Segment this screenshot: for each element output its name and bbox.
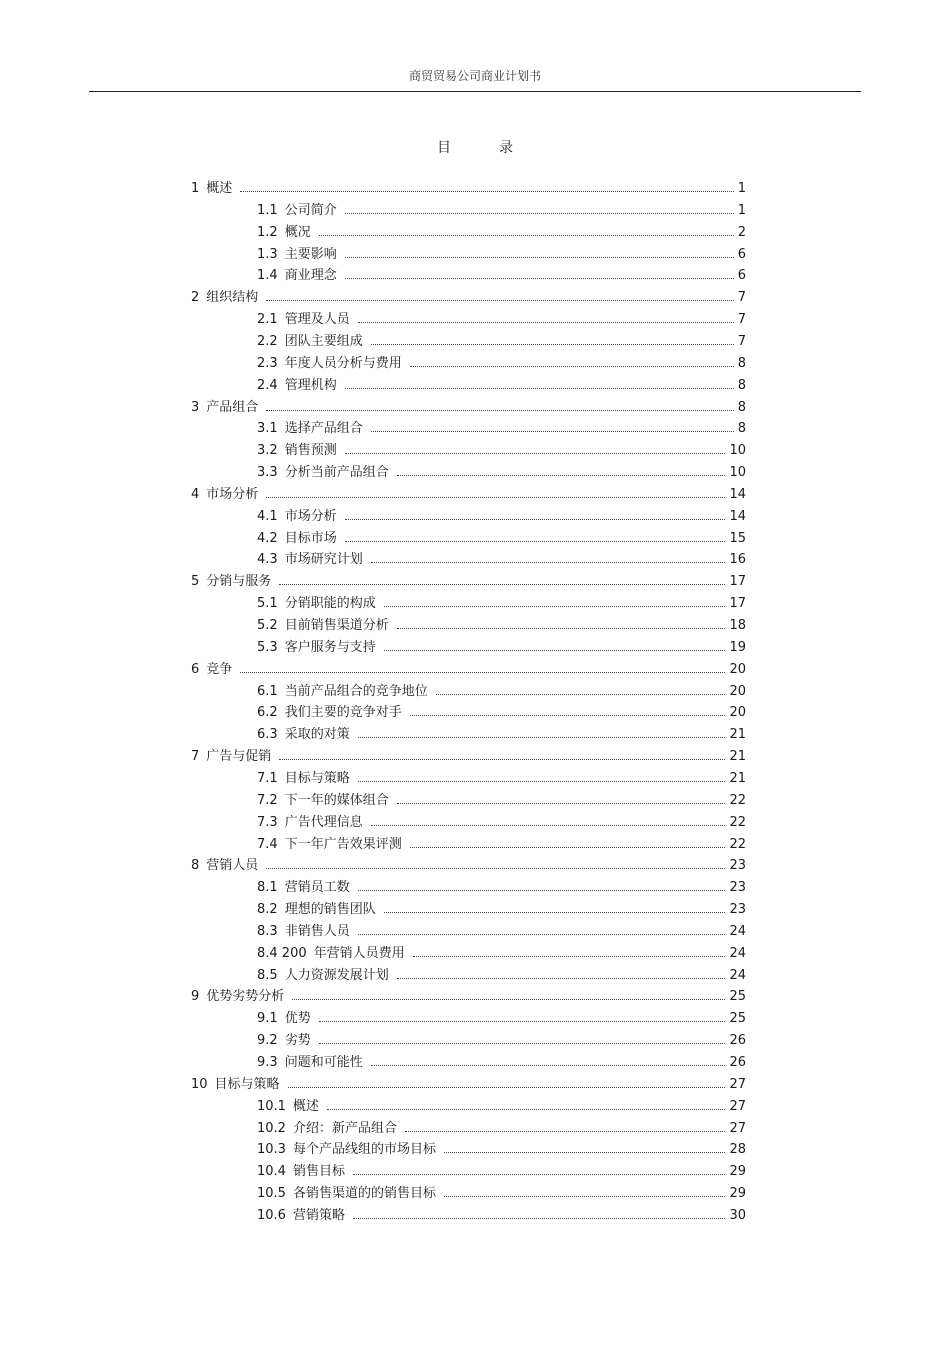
toc-entry-page: 18: [729, 618, 746, 633]
toc-entry-label: 我们主要的竞争对手: [284, 705, 402, 721]
toc-entry-number: 4.3: [257, 552, 278, 568]
toc-dot-leader: [319, 1043, 726, 1044]
toc-entry-number: 7.1: [257, 770, 278, 786]
toc-dot-leader: [345, 541, 726, 542]
toc-dot-leader: [345, 453, 726, 454]
toc-entry-page: 25: [729, 989, 746, 1005]
toc-entry-page: 27: [729, 1076, 746, 1092]
toc-entry-label: 销售目标: [292, 1164, 345, 1180]
toc-dot-leader: [397, 803, 726, 804]
toc-entry-page: 14: [729, 486, 746, 502]
toc-entry-page: 23: [729, 858, 746, 874]
toc-entry-label: 下一年广告效果评测: [284, 836, 402, 852]
toc-entry-page: 6: [737, 246, 746, 262]
toc-entry-label: 市场分析: [206, 486, 259, 502]
toc-section-entry[interactable]: [191, 397, 746, 419]
toc-subsection-entry[interactable]: [257, 943, 746, 965]
toc-dot-leader: [444, 1196, 725, 1197]
toc-entry-page: 8: [737, 421, 746, 437]
toc-dot-leader: [410, 847, 726, 848]
toc-entry-page: 7: [737, 312, 746, 328]
toc-dot-leader: [345, 519, 726, 520]
toc-dot-leader: [358, 781, 726, 782]
toc-entry-page: 20: [729, 661, 746, 677]
toc-entry-label: 优势劣势分析: [206, 989, 285, 1005]
toc-entry-page: 8: [737, 377, 746, 393]
toc-section-entry[interactable]: [191, 1074, 746, 1096]
toc-dot-leader: [266, 868, 725, 869]
toc-subsection-entry[interactable]: [257, 724, 746, 746]
toc-entry-page: 17: [729, 574, 746, 590]
toc-entry-page: 7: [737, 333, 746, 349]
toc-dot-leader: [345, 257, 734, 258]
toc-dot-leader: [292, 999, 725, 1000]
toc-entry-number: 7: [191, 749, 200, 765]
toc-entry-label: 介绍：新产品组合: [292, 1120, 397, 1136]
toc-entry-label: 概述: [206, 181, 233, 196]
toc-entry-label: 目标市场: [284, 530, 337, 546]
toc-entry-label: 目标与策略: [214, 1076, 280, 1092]
toc-section-entry[interactable]: [191, 484, 746, 506]
toc-entry-number: 7.4: [257, 836, 278, 852]
toc-entry-page: 2: [737, 224, 746, 240]
toc-subsection-entry[interactable]: [257, 244, 746, 266]
toc-subsection-entry[interactable]: [257, 440, 746, 462]
toc-entry-label: 营销策略: [292, 1207, 345, 1223]
toc-entry-label: 问题和可能性: [284, 1055, 363, 1070]
toc-dot-leader: [345, 278, 734, 279]
toc-subsection-entry[interactable]: [257, 1139, 746, 1161]
toc-entry-page: 30: [729, 1207, 746, 1223]
toc-dot-leader: [358, 737, 726, 738]
toc-entry-number: 9.2: [257, 1033, 278, 1049]
toc-entry-page: 23: [729, 880, 746, 896]
toc-dot-leader: [410, 366, 734, 367]
toc-entry-label: 理想的销售团队: [284, 902, 376, 918]
toc-entry-page: 23: [729, 902, 746, 918]
toc-subsection-entry[interactable]: [257, 790, 746, 812]
toc-entry-label: 概况: [284, 224, 311, 240]
toc-entry-number: 10.3: [257, 1142, 286, 1158]
toc-entry-label: 采取的对策: [284, 727, 350, 743]
toc-entry-number: 2.4: [257, 377, 278, 393]
toc-entry-label: 公司简介: [284, 202, 337, 218]
toc-entry-number: 1.4: [257, 268, 278, 284]
toc-entry-page: 24: [729, 945, 746, 961]
toc-entry-label: 管理机构: [284, 377, 337, 393]
toc-subsection-entry[interactable]: [257, 222, 746, 244]
toc-dot-leader: [345, 388, 734, 389]
toc-entry-number: 1: [191, 181, 200, 196]
toc-subsection-entry[interactable]: [257, 812, 746, 834]
toc-dot-leader: [371, 344, 734, 345]
toc-entry-number: 4: [191, 486, 200, 502]
toc-entry-page: 14: [729, 508, 746, 524]
toc-dot-leader: [358, 322, 734, 323]
toc-entry-label: 目前销售渠道分析: [284, 618, 389, 633]
toc-entry-number: 5.2: [257, 618, 278, 633]
toc-entry-page: 17: [729, 596, 746, 612]
toc-subsection-entry[interactable]: [257, 899, 746, 921]
toc-section-entry[interactable]: [191, 287, 746, 309]
toc-entry-label: 市场研究计划: [284, 552, 363, 568]
toc-dot-leader: [279, 759, 725, 760]
toc-subsection-entry[interactable]: [257, 200, 746, 222]
toc-dot-leader: [358, 934, 726, 935]
toc-entry-page: 26: [729, 1033, 746, 1049]
toc-entry-page: 27: [729, 1098, 746, 1114]
toc-dot-leader: [319, 1021, 726, 1022]
toc-subsection-entry[interactable]: [257, 1096, 746, 1118]
toc-entry-page: 22: [729, 814, 746, 830]
toc-dot-leader: [358, 890, 726, 891]
toc-entry-page: 19: [729, 639, 746, 655]
toc-entry-number: 4.1: [257, 508, 278, 524]
toc-entry-page: 16: [729, 552, 746, 568]
toc-entry-label: 团队主要组成: [284, 333, 363, 349]
toc-entry-number: 6.2: [257, 705, 278, 721]
toc-subsection-entry[interactable]: [257, 615, 746, 637]
toc-entry-page: 29: [729, 1186, 746, 1202]
toc-entry-label: 营销人员: [206, 858, 259, 874]
toc-entry-number: 8.2: [257, 902, 278, 918]
toc-dot-leader: [353, 1218, 725, 1219]
toc-dot-leader: [266, 497, 725, 498]
toc-entry-label: 主要影响: [284, 246, 337, 262]
toc-entry-page: 21: [729, 727, 746, 743]
toc-entry-page: 10: [729, 465, 746, 481]
toc-subsection-entry[interactable]: [257, 1052, 746, 1074]
toc-entry-number: 3.1: [257, 421, 278, 437]
toc-entry-page: 15: [729, 530, 746, 546]
toc-subsection-entry[interactable]: [257, 353, 746, 375]
toc-entry-label: 非销售人员: [284, 923, 350, 939]
toc-entry-number: 10: [191, 1076, 208, 1092]
toc-entry-number: 1.3: [257, 246, 278, 262]
toc-entry-number: 2.1: [257, 312, 278, 328]
toc-entry-number: 5.3: [257, 639, 278, 655]
toc-entry-label: 概述: [292, 1098, 319, 1114]
toc-dot-leader: [266, 300, 733, 301]
toc-subsection-entry[interactable]: [257, 1183, 746, 1205]
toc-subsection-entry[interactable]: [257, 528, 746, 550]
toc-entry-number: 1.2: [257, 224, 278, 240]
toc-entry-page: 27: [729, 1120, 746, 1136]
toc-entry-number: 9: [191, 989, 200, 1005]
toc-entry-label: 分析当前产品组合: [284, 465, 389, 481]
toc-entry-label: 竞争: [206, 661, 233, 677]
toc-entry-number: 4.2: [257, 530, 278, 546]
toc-entry-number: 10.5: [257, 1186, 286, 1202]
toc-entry-label: 广告与促销: [206, 749, 272, 765]
toc-dot-leader: [410, 715, 726, 716]
toc-entry-number: 7.2: [257, 792, 278, 808]
toc-entry-number: 8: [191, 858, 200, 874]
toc-dot-leader: [240, 191, 733, 192]
toc-entry-number: 6.3: [257, 727, 278, 743]
toc-dot-leader: [384, 650, 726, 651]
toc-subsection-entry[interactable]: [257, 265, 746, 287]
toc-entry-number: 2: [191, 290, 200, 306]
toc-entry-label: 商业理念: [284, 268, 337, 284]
toc-subsection-entry[interactable]: [257, 549, 746, 571]
toc-title-left: 目: [437, 140, 451, 156]
toc-section-entry[interactable]: [191, 855, 746, 877]
toc-entry-number: 3.2: [257, 443, 278, 459]
toc-dot-leader: [319, 235, 734, 236]
toc-dot-leader: [397, 978, 726, 979]
page-header: 商贸贸易公司商业计划书: [408, 69, 541, 83]
toc-section-entry[interactable]: [191, 178, 746, 200]
toc-entry-number: 3.3: [257, 465, 278, 481]
toc-subsection-entry[interactable]: [257, 702, 746, 724]
toc-entry-label: 年度人员分析与费用: [284, 355, 402, 371]
toc-entry-page: 20: [729, 683, 746, 699]
toc-entry-label: 优势: [284, 1011, 311, 1027]
toc-dot-leader: [371, 1065, 726, 1066]
toc-dot-leader: [405, 1131, 725, 1132]
toc-entry-label: 目标与策略: [284, 770, 350, 786]
toc-entry-label: 每个产品线组的市场目标: [292, 1142, 436, 1158]
toc-subsection-entry[interactable]: [257, 681, 746, 703]
toc-entry-label: 营销员工数: [284, 880, 350, 896]
toc-entry-page: 28: [729, 1142, 746, 1158]
toc-dot-leader: [436, 694, 726, 695]
toc-entry-number: 5: [191, 574, 200, 590]
toc-entry-number: 8.3: [257, 923, 278, 939]
toc-subsection-entry[interactable]: [257, 921, 746, 943]
toc-dot-leader: [288, 1087, 726, 1088]
toc-subsection-entry[interactable]: [257, 1030, 746, 1052]
toc-entry-number: 9.3: [257, 1055, 278, 1070]
toc-entry-page: 7: [737, 290, 746, 306]
toc-subsection-entry[interactable]: [257, 1008, 746, 1030]
toc-entry-label: 组织结构: [206, 290, 259, 306]
toc-dot-leader: [397, 628, 726, 629]
toc-entry-label: 选择产品组合: [284, 421, 363, 437]
toc-entry-number: 1.1: [257, 202, 278, 218]
toc-entry-label: 市场分析: [284, 508, 337, 524]
toc-subsection-entry[interactable]: [257, 1161, 746, 1183]
toc-subsection-entry[interactable]: [257, 331, 746, 353]
toc-subsection-entry[interactable]: [257, 462, 746, 484]
toc-entry-label: 人力资源发展计划: [284, 967, 389, 983]
toc-entry-number: 10.1: [257, 1098, 286, 1114]
toc-entry-number: 8.4 200: [257, 945, 307, 961]
toc-dot-leader: [444, 1152, 725, 1153]
toc-section-entry[interactable]: [191, 986, 746, 1008]
toc-entry-page: 6: [737, 268, 746, 284]
toc-dot-leader: [279, 584, 725, 585]
toc-dot-leader: [371, 431, 734, 432]
toc-entry-page: 21: [729, 770, 746, 786]
toc-entry-label: 客户服务与支持: [284, 639, 376, 655]
toc-dot-leader: [345, 213, 734, 214]
toc-entry-page: 29: [729, 1164, 746, 1180]
toc-subsection-entry[interactable]: [257, 593, 746, 615]
toc-section-entry[interactable]: [191, 571, 746, 593]
toc-subsection-entry[interactable]: [257, 877, 746, 899]
toc-subsection-entry[interactable]: [257, 309, 746, 331]
toc-entry-page: 22: [729, 836, 746, 852]
toc-subsection-entry[interactable]: [257, 1205, 746, 1227]
toc-entry-page: 26: [729, 1055, 746, 1070]
toc-dot-leader: [397, 475, 726, 476]
toc-dot-leader: [413, 956, 726, 957]
toc-entry-number: 9.1: [257, 1011, 278, 1027]
toc-section-entry[interactable]: [191, 659, 746, 681]
toc-entry-label: 管理及人员: [284, 312, 350, 328]
toc-entry-page: 22: [729, 792, 746, 808]
toc-entry-page: 25: [729, 1011, 746, 1027]
toc-entry-label: 当前产品组合的竞争地位: [284, 683, 428, 699]
toc-entry-page: 8: [737, 399, 746, 415]
toc-subsection-entry[interactable]: [257, 1118, 746, 1140]
toc-entry-number: 10.6: [257, 1207, 286, 1223]
toc-entry-page: 1: [737, 202, 746, 218]
toc-subsection-entry[interactable]: [257, 375, 746, 397]
toc-entry-label: 销售预测: [284, 443, 337, 459]
toc-title-right: 录: [499, 140, 513, 156]
toc-entry-number: 8.1: [257, 880, 278, 896]
toc-subsection-entry[interactable]: [257, 965, 746, 987]
toc-entry-label: 广告代理信息: [284, 814, 363, 830]
toc-entry-number: 2.2: [257, 333, 278, 349]
toc-entry-number: 3: [191, 399, 200, 415]
toc-dot-leader: [240, 672, 725, 673]
toc-entry-number: 6: [191, 661, 200, 677]
toc-entry-label: 劣势: [284, 1033, 311, 1049]
toc-section-entry[interactable]: [191, 746, 746, 768]
toc-entry-label: 分销与服务: [206, 574, 272, 590]
toc-dot-leader: [371, 562, 726, 563]
toc-dot-leader: [371, 825, 726, 826]
toc-dot-leader: [384, 606, 726, 607]
toc-entry-page: 8: [737, 355, 746, 371]
toc-subsection-entry[interactable]: [257, 637, 746, 659]
toc-subsection-entry[interactable]: [257, 418, 746, 440]
toc-entry-page: 20: [729, 705, 746, 721]
toc-dot-leader: [327, 1109, 725, 1110]
toc-entry-page: 1: [737, 181, 746, 196]
toc-subsection-entry[interactable]: [257, 506, 746, 528]
toc-subsection-entry[interactable]: [257, 834, 746, 856]
toc-entry-page: 10: [729, 443, 746, 459]
toc-entry-number: 2.3: [257, 355, 278, 371]
toc-entry-label: 产品组合: [206, 399, 259, 415]
toc-dot-leader: [384, 912, 726, 913]
toc-entry-number: 5.1: [257, 596, 278, 612]
toc-entry-label: 分销职能的构成: [284, 596, 376, 612]
toc-entry-number: 7.3: [257, 814, 278, 830]
toc-entry-number: 10.4: [257, 1164, 286, 1180]
toc-entry-page: 21: [729, 749, 746, 765]
toc-dot-leader: [266, 410, 733, 411]
toc-entry-page: 24: [729, 967, 746, 983]
toc-entry-label: 各销售渠道的的销售目标: [292, 1186, 436, 1202]
toc-dot-leader: [353, 1174, 725, 1175]
toc-subsection-entry[interactable]: [257, 768, 746, 790]
toc-entry-number: 8.5: [257, 967, 278, 983]
toc-entry-number: 10.2: [257, 1120, 286, 1136]
toc-entry-label: 年营销人员费用: [313, 945, 405, 961]
toc-entry-number: 6.1: [257, 683, 278, 699]
toc-entry-label: 下一年的媒体组合: [284, 792, 389, 808]
toc-entry-page: 24: [729, 923, 746, 939]
